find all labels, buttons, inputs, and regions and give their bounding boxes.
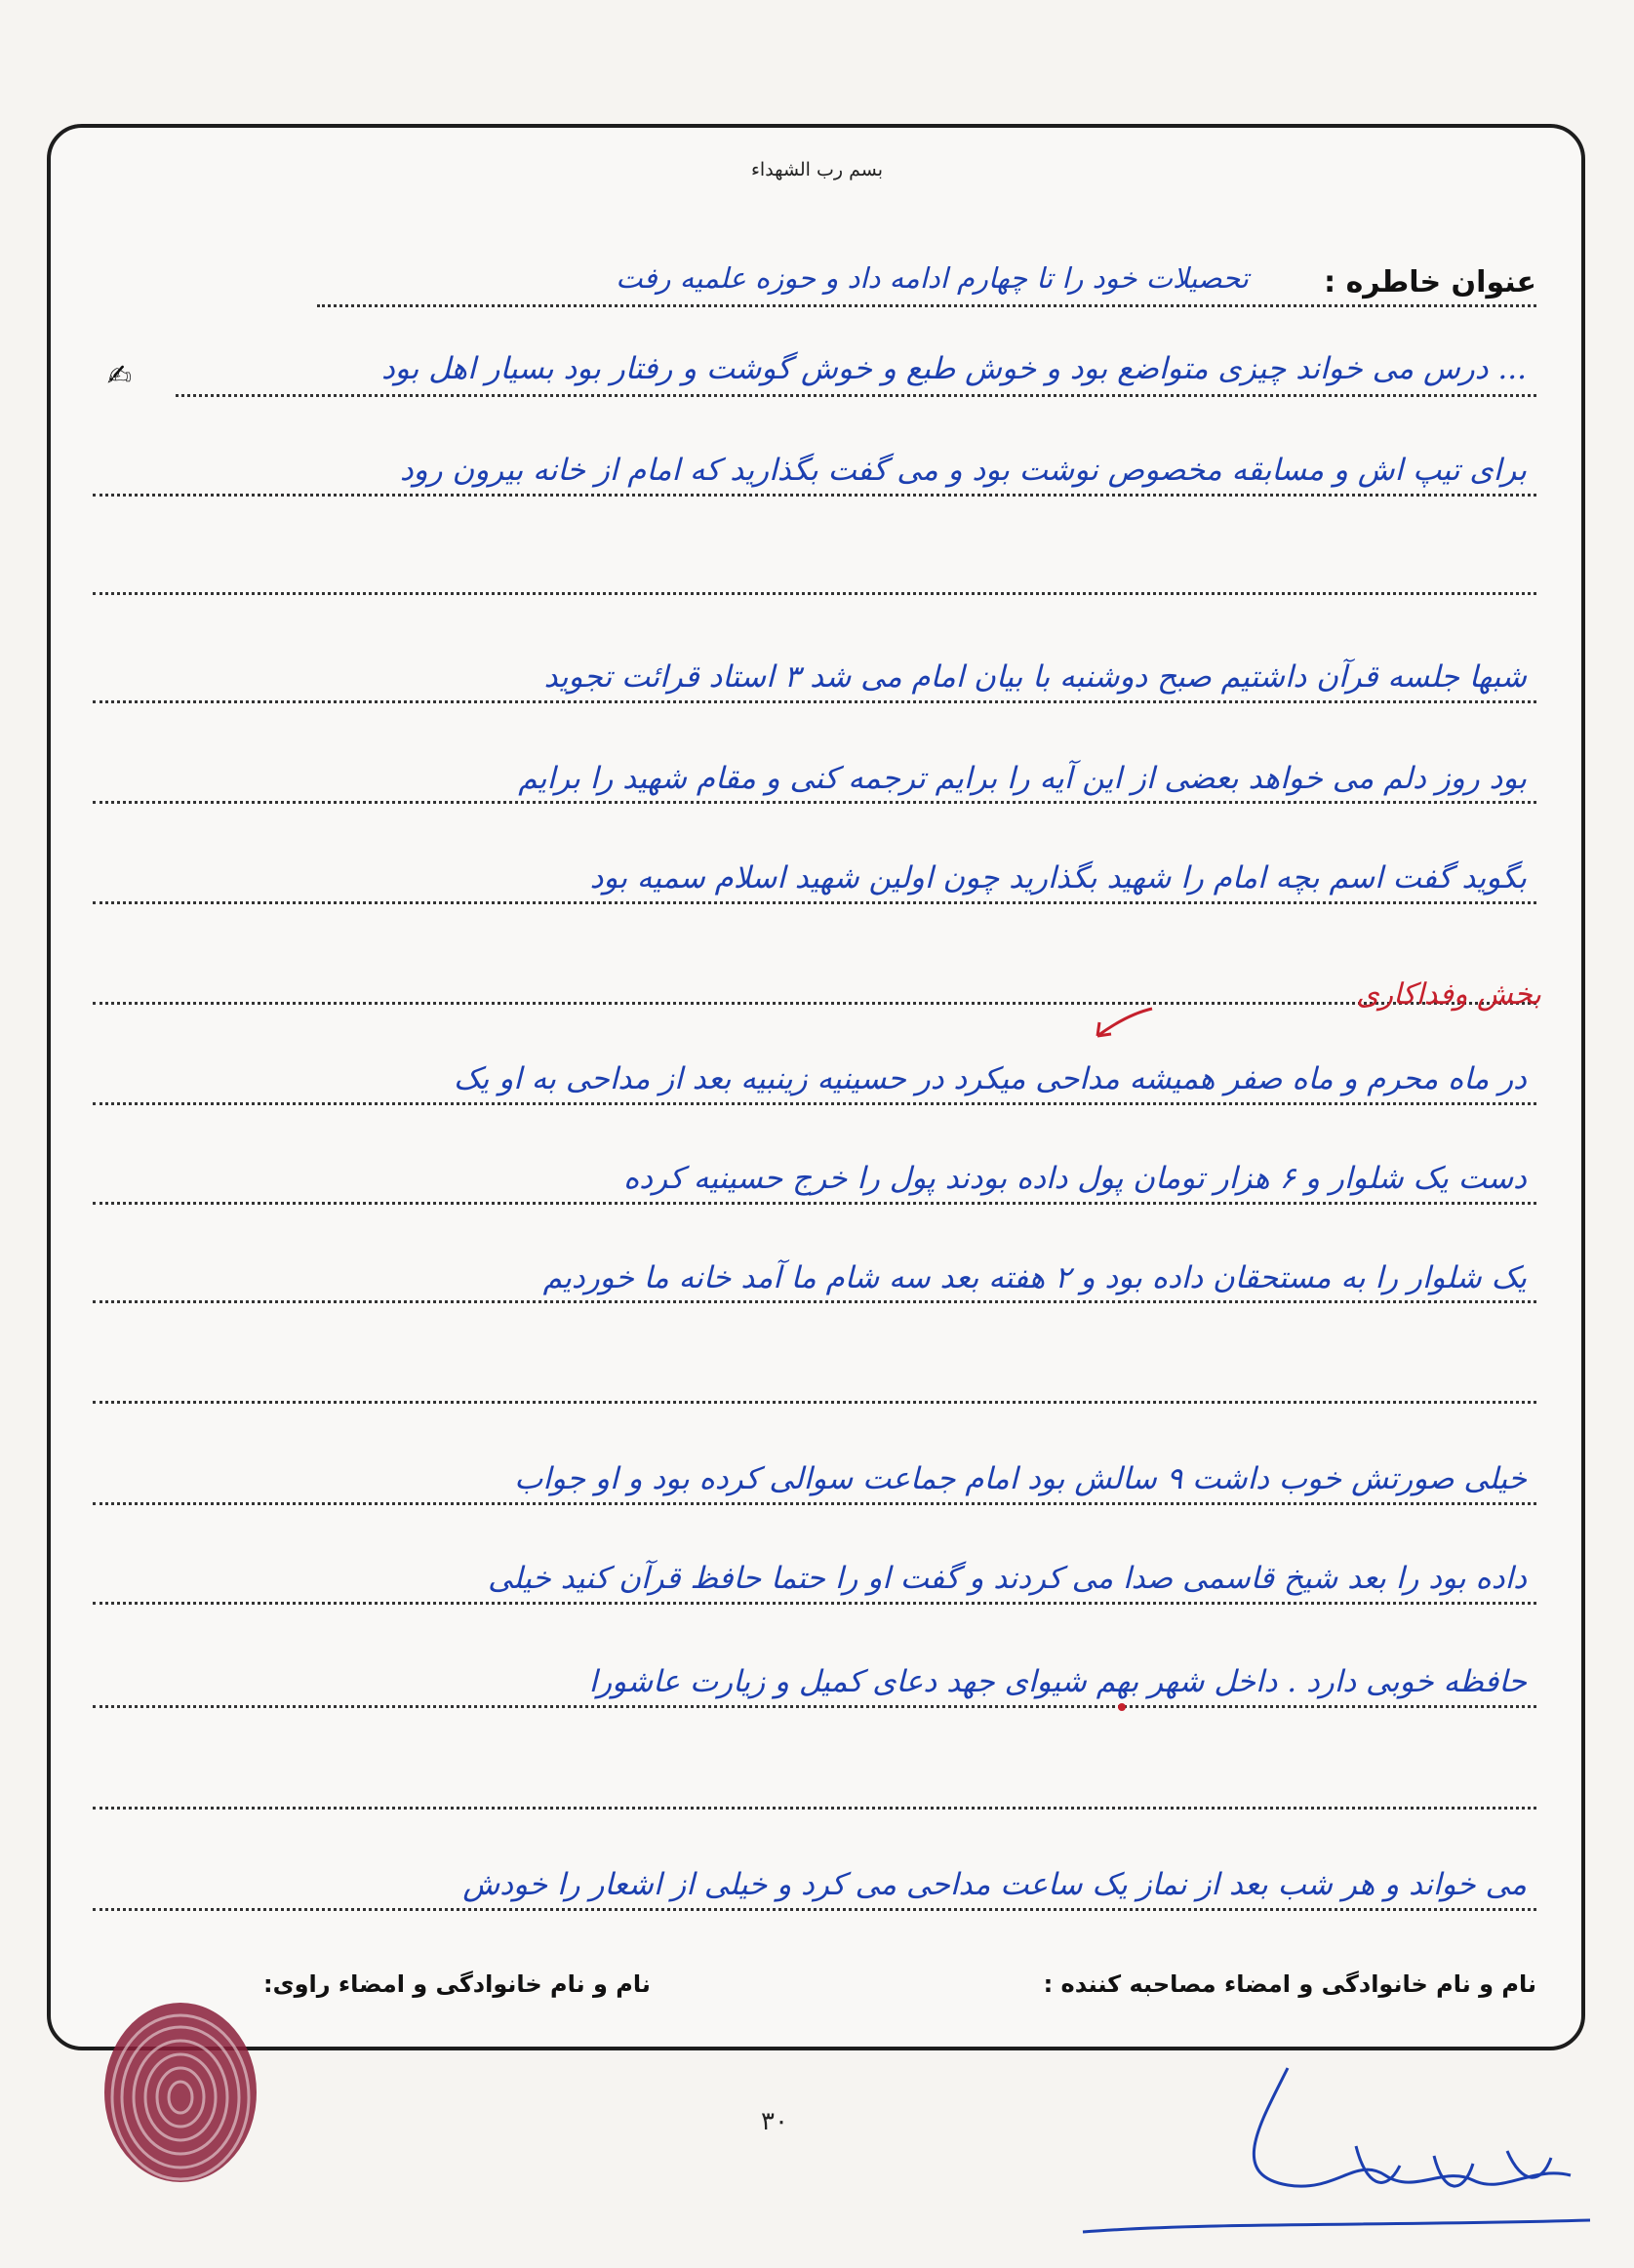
handwritten-line: بگوید گفت اسم بچه امام را شهید بگذارید چون اولین شهید اسلام سمیه بود	[589, 860, 1527, 895]
ruled-line	[93, 901, 1536, 904]
handwritten-line: خیلی صورتش خوب داشت ۹ سالش بود امام جماعت سوالی کرده بود و او جواب	[514, 1461, 1527, 1496]
handwritten-line: یک شلوار را به مستحقان داده بود و ۲ هفته بعد سه شام ما آمد خانه ما خوردیم	[542, 1260, 1527, 1295]
handwritten-line: در ماه محرم و ماه صفر همیشه مداحی میکرد در حسینیه زینبیه بعد از مداحی به او یک	[454, 1061, 1527, 1096]
red-dot	[1118, 1703, 1126, 1711]
ruled-line	[93, 1705, 1536, 1708]
title-label: عنوان خاطره :	[1324, 265, 1536, 299]
ruled-line	[93, 1002, 1536, 1005]
ruled-line	[93, 801, 1536, 804]
handwritten-line: داده بود را بعد شیخ قاسمی صدا می کردند و گفت او را حتما حافظ قرآن کنید خیلی	[488, 1561, 1527, 1596]
ruled-line	[93, 1401, 1536, 1404]
ruled-line	[93, 700, 1536, 703]
title-dotted-line	[317, 304, 1536, 307]
handwritten-line: می خواند و هر شب بعد از نماز یک ساعت مداحی می کرد و خیلی از اشعار را خودش	[462, 1867, 1527, 1902]
handwritten-line: حافظه خوبی دارد . داخل شهر بهم شیوای جهد دعای کمیل و زیارت عاشورا	[588, 1664, 1527, 1699]
narrator-signature-label: نام و نام خانوادگی و امضاء راوی:	[263, 1970, 651, 1998]
interviewer-signature-label: نام و نام خانوادگی و امضاء مصاحبه کننده :	[1043, 1970, 1536, 1998]
form-header: بسم رب الشهداء	[751, 159, 883, 180]
pencil-icon: ✍	[106, 359, 132, 393]
handwritten-line: ... درس می خواند چیزی متواضع بود و خوش طبع و خوش گوشت و رفتار بود بسیار اهل بود	[380, 351, 1527, 386]
handwritten-signature	[1063, 2049, 1610, 2244]
ruled-line	[93, 494, 1536, 497]
fingerprint-image	[93, 1995, 268, 2190]
page-number: ۳۰	[761, 2107, 788, 2136]
ruled-line	[93, 1300, 1536, 1303]
handwritten-line: برای تیپ اش و مسابقه مخصوص نوشت بود و می گفت بگذارید که امام از خانه بیرون رود	[399, 453, 1527, 488]
ruled-line	[93, 1102, 1536, 1105]
handwritten-line: بود روز دلم می خواهد بعضی از این آیه را برایم ترجمه کنی و مقام شهید را برایم	[518, 761, 1527, 796]
ruled-line	[93, 1602, 1536, 1605]
ruled-line	[93, 1908, 1536, 1911]
handwritten-line: شبها جلسه قرآن داشتیم صبح دوشنبه با بیان امام می شد ۳ استاد قرائت تجوید	[543, 659, 1527, 695]
side-note: بخش وفداکاری	[1356, 977, 1541, 1012]
ruled-line	[93, 592, 1536, 595]
ruled-line	[93, 1202, 1536, 1205]
ruled-line	[93, 1807, 1536, 1810]
ruled-line	[176, 394, 1536, 397]
handwritten-line: دست یک شلوار و ۶ هزار تومان پول داده بودند پول را خرج حسینیه کرده	[623, 1161, 1527, 1196]
red-arrow-icon	[1088, 1005, 1156, 1044]
ruled-line	[93, 1502, 1536, 1505]
handwritten-title: تحصیلات خود را تا چهارم ادامه داد و حوزه علمیه رفت	[616, 261, 1249, 295]
